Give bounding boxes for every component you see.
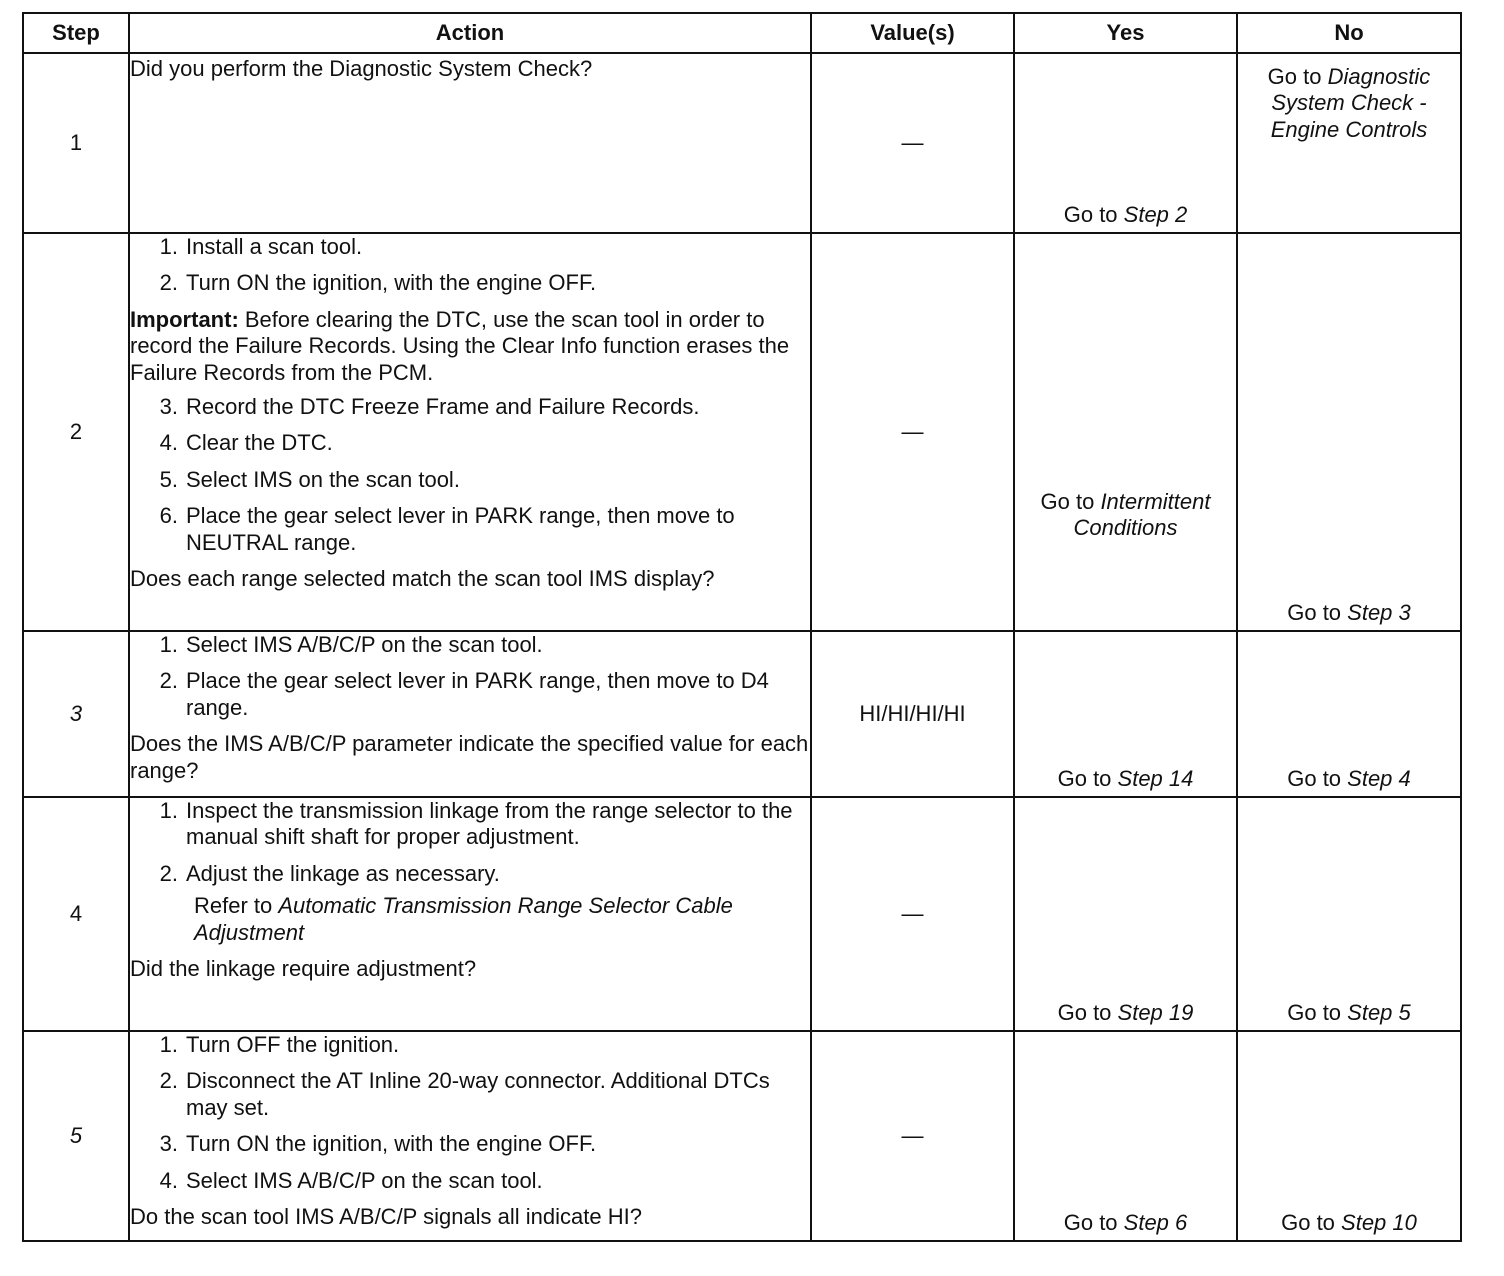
yes-cell — [1014, 233, 1237, 631]
list-item: 3. Turn ON the ignition, with the engine OFF. — [159, 1131, 597, 1157]
header-no: No — [1237, 13, 1461, 53]
list-item: 4. Select IMS A/B/C/P on the scan tool. — [159, 1167, 543, 1193]
list-item: 6. Place the gear select lever in PARK range, then move to NEUTRAL range. — [159, 503, 735, 555]
table-row — [23, 53, 1461, 233]
action-cell — [129, 1031, 811, 1241]
header-row — [23, 13, 1461, 53]
yes-goto[interactable]: Go to Intermittent Conditions — [1040, 489, 1211, 541]
yes-goto[interactable]: Go to Step 6 — [1063, 1209, 1188, 1235]
header-yes: Yes — [1014, 13, 1237, 53]
action-cell — [129, 53, 811, 233]
action-cell — [129, 797, 811, 1031]
question-text: Does the IMS A/B/C/P parameter indicate the specified value for each range? — [130, 731, 809, 783]
refer-note: Refer to Automatic Transmission Range Selector Cable Adjustment — [194, 893, 733, 945]
no-goto[interactable]: Go to Diagnostic System Check - Engine Controls — [1267, 64, 1431, 142]
header-values: Value(s) — [811, 13, 1014, 53]
step-number: 4 — [23, 797, 129, 1031]
action-list — [130, 234, 810, 297]
list-item: 1. Install a scan tool. — [159, 234, 363, 259]
no-cell — [1237, 1031, 1461, 1241]
value-cell: — — [811, 797, 1014, 1031]
list-item: 2. Turn ON the ignition, with the engine OFF. — [159, 270, 597, 296]
list-item: 3. Record the DTC Freeze Frame and Failure Records. — [159, 393, 700, 419]
list-item: 5. Select IMS on the scan tool. — [159, 466, 460, 492]
action-list — [130, 1032, 810, 1194]
action-list — [130, 394, 810, 556]
no-cell — [1237, 631, 1461, 797]
no-cell — [1237, 53, 1461, 233]
table-row — [23, 631, 1461, 797]
action-list — [130, 798, 810, 887]
no-cell — [1237, 797, 1461, 1031]
list-item: 2. Place the gear select lever in PARK range, then move to D4 range. — [159, 668, 769, 720]
value-cell: HI/HI/HI/HI — [811, 631, 1014, 797]
table-row — [23, 797, 1461, 1031]
no-goto[interactable]: Go to Step 4 — [1287, 765, 1411, 791]
yes-cell — [1014, 797, 1237, 1031]
table-row — [23, 1031, 1461, 1241]
yes-cell — [1014, 53, 1237, 233]
step-number: 2 — [23, 233, 129, 631]
no-goto[interactable]: Go to Step 3 — [1287, 599, 1411, 625]
no-goto[interactable]: Go to Step 10 — [1281, 1209, 1417, 1235]
header-step: Step — [23, 13, 129, 53]
header-action: Action — [129, 13, 811, 53]
value-cell: — — [811, 1031, 1014, 1241]
refer-link[interactable]: Automatic Transmission Range Selector Cable Adjustment — [194, 893, 733, 945]
no-goto[interactable]: Go to Step 5 — [1287, 999, 1411, 1025]
action-cell — [129, 233, 811, 631]
action-cell — [129, 631, 811, 797]
question-text: Do the scan tool IMS A/B/C/P signals all indicate HI? — [130, 1203, 642, 1229]
list-item: 1. Turn OFF the ignition. — [159, 1032, 400, 1057]
list-item: 2. Adjust the linkage as necessary. — [159, 860, 500, 886]
list-item: 1. Select IMS A/B/C/P on the scan tool. — [159, 632, 543, 657]
question-text: Did the linkage require adjustment? — [130, 955, 477, 981]
list-item: 1. Inspect the transmission linkage from the range selector to the manual shift shaft for proper adjustment. — [159, 798, 793, 850]
value-cell: — — [811, 233, 1014, 631]
list-item: 4. Clear the DTC. — [159, 430, 333, 456]
important-note: Important: Before clearing the DTC, use the scan tool in order to record the Failure Records. Using the Clear Info function erases the Failure Records from the PCM. — [130, 306, 790, 385]
table-row — [23, 233, 1461, 631]
action-list — [130, 632, 810, 721]
step-number: 5 — [23, 1031, 129, 1241]
no-cell — [1237, 233, 1461, 631]
yes-cell — [1014, 1031, 1237, 1241]
value-cell: — — [811, 53, 1014, 233]
yes-goto[interactable]: Go to Step 14 — [1057, 765, 1194, 791]
diagnostic-table — [22, 12, 1462, 1242]
list-item: 2. Disconnect the AT Inline 20-way connector. Additional DTCs may set. — [159, 1068, 770, 1120]
question-text: Did you perform the Diagnostic System Check? — [130, 56, 593, 81]
yes-goto[interactable]: Go to Step 2 — [1063, 201, 1188, 227]
step-number: 1 — [23, 53, 129, 233]
question-text: Does each range selected match the scan tool IMS display? — [130, 565, 715, 591]
yes-cell — [1014, 631, 1237, 797]
yes-goto[interactable]: Go to Step 19 — [1057, 999, 1194, 1025]
step-number: 3 — [23, 631, 129, 797]
